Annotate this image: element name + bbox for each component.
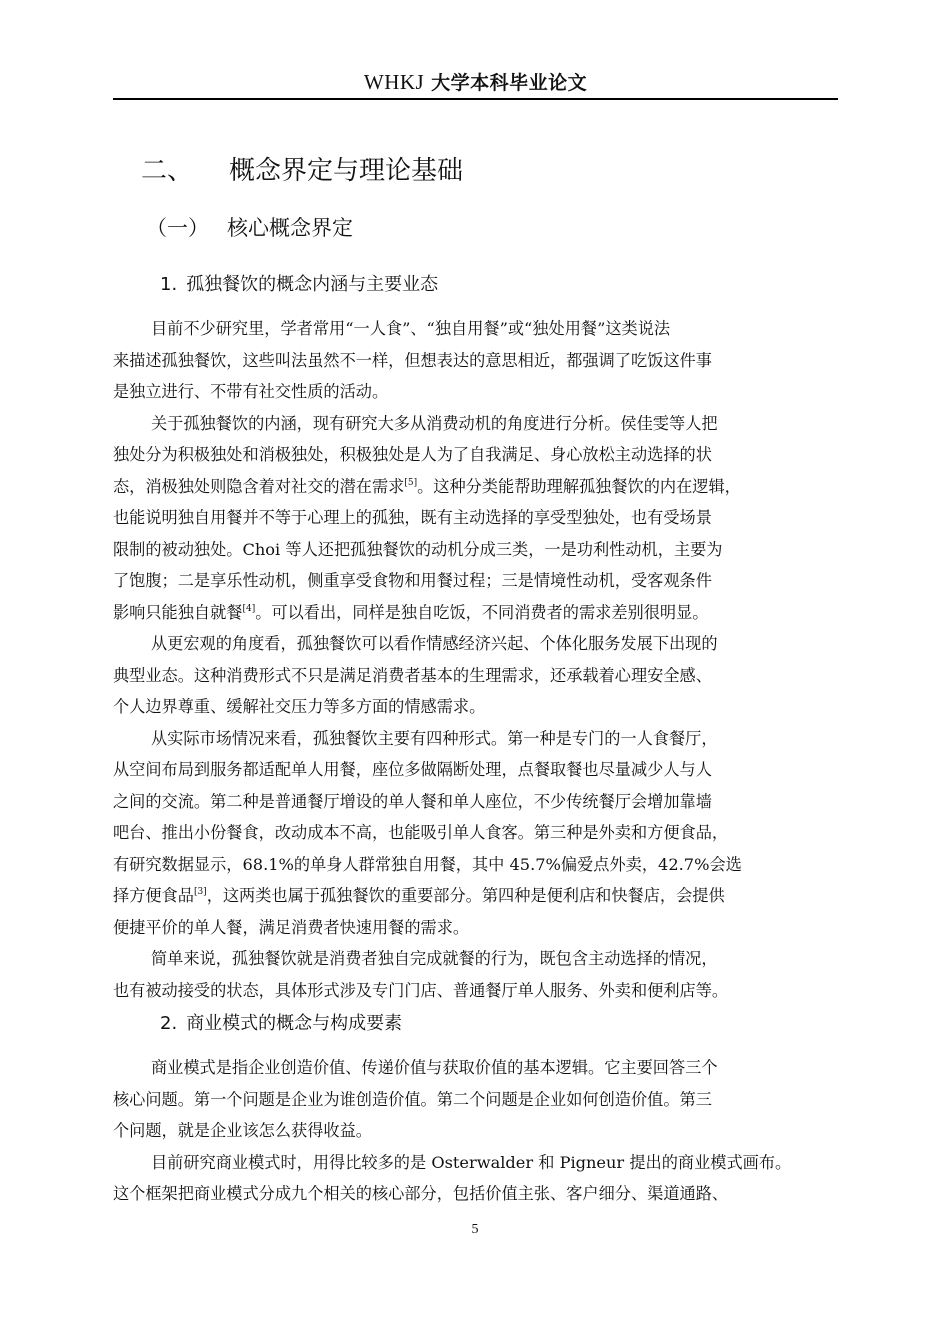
paragraph-line: 典型业态。这种消费形式不只是满足消费者基本的生理需求，还承载着心理安全感、 [113,665,712,685]
paragraph-line: 独处分为积极独处和消极独处，积极独处是人为了自我满足、身心放松主动选择的状 [113,445,712,464]
paragraph-line: 从空间布局到服务都适配单人用餐，座位多做隔断处理，点餐取餐也尽量减少人与人 [113,760,712,779]
header-latin: WHKJ [363,70,425,94]
paragraph-line: 核心问题。第一个问题是企业为谁创造价值。第二个问题是企业如何创造价值。第三 [113,1089,712,1109]
line-text: 。这种分类能帮助理解孤独餐饮的内在逻辑， [417,476,741,496]
section-number: （一） [146,216,209,240]
paragraph-line [113,880,843,912]
section-heading [146,212,353,244]
subsection-heading [160,270,438,300]
paragraph-line: 从更宏观的角度看，孤独餐饮可以看作情感经济兴起、个体化服务发展下出现的 [151,634,718,653]
subsection-number: 2. [160,1013,178,1034]
paragraph [113,723,843,944]
citation-ref: [3] [193,887,207,897]
line-text: 。可以看出，同样是独自吃饭，不同消费者的需求差别很明显。 [255,602,709,622]
paragraph-line: 个问题，就是企业该怎么获得收益。 [113,1121,372,1140]
chapter-heading [141,153,463,189]
paragraph-line: 有研究数据显示，68.1%的单身人群常独自用餐，其中 45.7%偏爱点外卖，42.7%会选 [113,854,742,874]
paragraph-line: 目前不少研究里，学者常用“一人食”、“独自用餐”或“独处用餐”这类说法 [151,319,671,338]
paragraph-line: 商业模式是指企业创造价值、传递价值与获取价值的基本逻辑。它主要回答三个 [151,1058,718,1077]
subsection-title: 商业模式的概念与构成要素 [186,1013,403,1034]
paragraph-line [113,597,843,629]
paragraph-line: 了饱腹；二是享乐性动机，侧重享受食物和用餐过程；三是情境性动机，受客观条件 [113,571,712,590]
line-text: 择方便食品 [113,886,194,905]
section-title: 核心概念界定 [227,216,353,240]
page-number: 5 [471,1222,479,1237]
paragraph-line: 限制的被动独处。Choi 等人还把孤独餐饮的动机分成三类，一是功利性动机，主要为 [113,539,723,559]
paragraph-line [113,471,843,503]
paragraph-line: 关于孤独餐饮的内涵，现有研究大多从消费动机的角度进行分析。侯佳雯等人把 [151,413,718,433]
paragraph-line: 是独立进行、不带有社交性质的活动。 [113,382,389,401]
paragraph-line: 从实际市场情况来看，孤独餐饮主要有四种形式。第一种是专门的一人食餐厅， [151,728,718,748]
paragraph-line: 目前研究商业模式时，用得比较多的是 Osterwalder 和 Pigneur 提出的商业模式画布。 [151,1152,792,1172]
paragraph [113,943,843,1006]
paragraph [113,1052,843,1147]
header-title: 大学本科毕业论文 [431,72,588,94]
paragraph [113,1147,843,1210]
subsection-number: 1. [160,274,178,295]
paragraph-line: 来描述孤独餐饮，这些叫法虽然不一样，但想表达的意思相近，都强调了吃饭这件事 [113,350,712,370]
paragraph-line: 这个框架把商业模式分成九个相关的核心部分，包括价值主张、客户细分、渠道通路、 [113,1184,729,1203]
subsection-title: 孤独餐饮的概念内涵与主要业态 [186,274,439,295]
line-text: 态，消极独处则隐含着对社交的潜在需求 [113,476,405,496]
line-text: 影响只能独自就餐 [113,602,243,622]
paragraph-line: 个人边界尊重、缓解社交压力等多方面的情感需求。 [113,697,486,716]
citation-ref: [5] [404,477,418,488]
paragraph-line: 简单来说，孤独餐饮就是消费者独自完成就餐的行为，既包含主动选择的情况， [151,949,718,968]
line-text: ，这两类也属于孤独餐饮的重要部分。第四种是便利店和快餐店，会提供 [206,886,725,905]
running-header [113,66,838,100]
paragraph-line: 也有被动接受的状态，具体形式涉及专门门店、普通餐厅单人服务、外卖和便利店等。 [113,980,729,1000]
paragraph [113,408,843,629]
paragraph [113,313,843,408]
chapter-number: 二、 [141,156,194,186]
citation-ref: [4] [242,603,256,614]
paragraph-line: 也能说明独自用餐并不等于心理上的孤独，既有主动选择的享受型独处，也有受场景 [113,508,712,527]
subsection-heading [160,1009,402,1039]
paragraph-line: 便捷平价的单人餐，满足消费者快速用餐的需求。 [113,917,470,937]
paragraph-line: 吧台、推出小份餐食，改动成本不高，也能吸引单人食客。第三种是外卖和方便食品， [113,823,729,842]
paragraph-line: 之间的交流。第二种是普通餐厅增设的单人餐和单人座位，不少传统餐厅会增加靠墙 [113,791,712,811]
chapter-title: 概念界定与理论基础 [229,156,464,186]
paragraph [113,628,843,723]
